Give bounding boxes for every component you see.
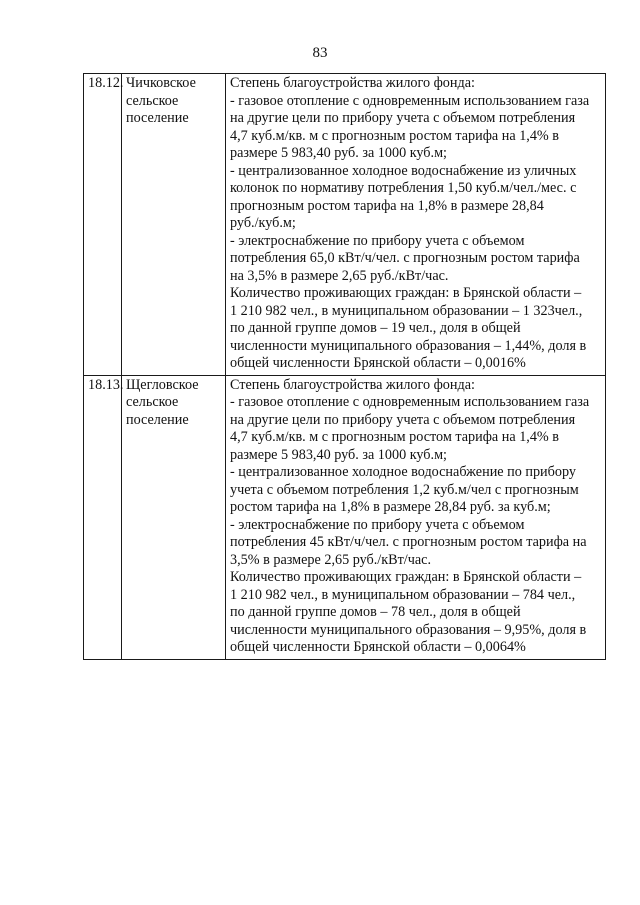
description-line: по данной группе домов – 19 чел., доля в общей xyxy=(230,320,521,336)
description-line: общей численности Брянской области – 0,0064% xyxy=(230,639,526,655)
settlement-description xyxy=(226,375,606,659)
description-line: Количество проживающих граждан: в Брянской области – xyxy=(230,569,582,585)
description-line: Степень благоустройства жилого фонда: xyxy=(230,376,475,393)
settlements-table xyxy=(83,73,606,660)
description-line: размере 5 983,40 руб. за 1000 куб.м; xyxy=(230,446,447,463)
description-line: по данной группе домов – 78 чел., доля в общей xyxy=(230,604,521,620)
description-line: - электроснабжение по прибору учета с объемом xyxy=(230,232,525,249)
description-line: Степень благоустройства жилого фонда: xyxy=(230,75,475,91)
description-line: Количество проживающих граждан: в Брянской области – xyxy=(230,285,582,301)
settlement-name-line: поселение xyxy=(126,411,189,428)
settlement-name-line: сельское xyxy=(126,394,179,410)
description-line: - газовое отопление с одновременным использованием газа xyxy=(230,92,590,109)
description-line: 3,5% в размере 2,65 руб./кВт/час. xyxy=(230,551,432,568)
description-line: размере 5 983,40 руб. за 1000 куб.м; xyxy=(230,145,447,161)
description-line: руб./куб.м; xyxy=(230,215,296,231)
description-line: 1 210 982 чел., в муниципальном образовании – 1 323чел., xyxy=(230,302,583,319)
description-line: - газовое отопление с одновременным использованием газа xyxy=(230,394,590,410)
table-row xyxy=(84,375,606,659)
table-row xyxy=(84,74,606,376)
description-line: численности муниципального образования – 9,95%, доля в xyxy=(230,621,587,638)
settlement-description xyxy=(226,74,606,376)
row-number: 18.12. xyxy=(84,74,122,376)
description-line: потребления 45 кВт/ч/чел. с прогнозным ростом тарифа на xyxy=(230,534,587,550)
description-line: - централизованное холодное водоснабжение по прибору xyxy=(230,464,576,480)
settlement-name-line: Чичковское xyxy=(126,75,196,91)
description-line: потребления 65,0 кВт/ч/чел. с прогнозным ростом тарифа xyxy=(230,250,580,266)
description-line: колонок по нормативу потребления 1,50 куб.м/чел./мес. с xyxy=(230,180,577,196)
description-line: 1 210 982 чел., в муниципальном образовании – 784 чел., xyxy=(230,586,576,603)
description-line: на другие цели по прибору учета с объемом потребления xyxy=(230,411,576,428)
description-line: численности муниципального образования – 1,44%, доля в xyxy=(230,337,587,354)
description-line: - централизованное холодное водоснабжение из уличных xyxy=(230,162,577,179)
description-line: учета с объемом потребления 1,2 куб.м/чел с прогнозным xyxy=(230,481,579,498)
description-line: прогнозным ростом тарифа на 1,8% в размере 28,84 xyxy=(230,197,544,214)
description-line: 4,7 куб.м/кв. м с прогнозным ростом тарифа на 1,4% в xyxy=(230,429,559,445)
description-line: - электроснабжение по прибору учета с объемом xyxy=(230,516,525,533)
settlement-name xyxy=(122,375,226,659)
description-line: на другие цели по прибору учета с объемом потребления xyxy=(230,110,576,126)
settlement-name-line: сельское xyxy=(126,92,179,109)
description-line: 4,7 куб.м/кв. м с прогнозным ростом тарифа на 1,4% в xyxy=(230,127,559,144)
settlement-name-line: поселение xyxy=(126,110,189,126)
page-number: 83 xyxy=(312,45,328,61)
settlement-name-line: Щегловское xyxy=(126,376,199,393)
description-line: общей численности Брянской области – 0,0016% xyxy=(230,355,526,371)
row-number: 18.13. xyxy=(84,375,122,659)
description-line: ростом тарифа на 1,8% в размере 28,84 руб. за куб.м; xyxy=(230,499,551,515)
settlement-name xyxy=(122,74,226,376)
description-line: на 3,5% в размере 2,65 руб./кВт/час. xyxy=(230,267,449,284)
